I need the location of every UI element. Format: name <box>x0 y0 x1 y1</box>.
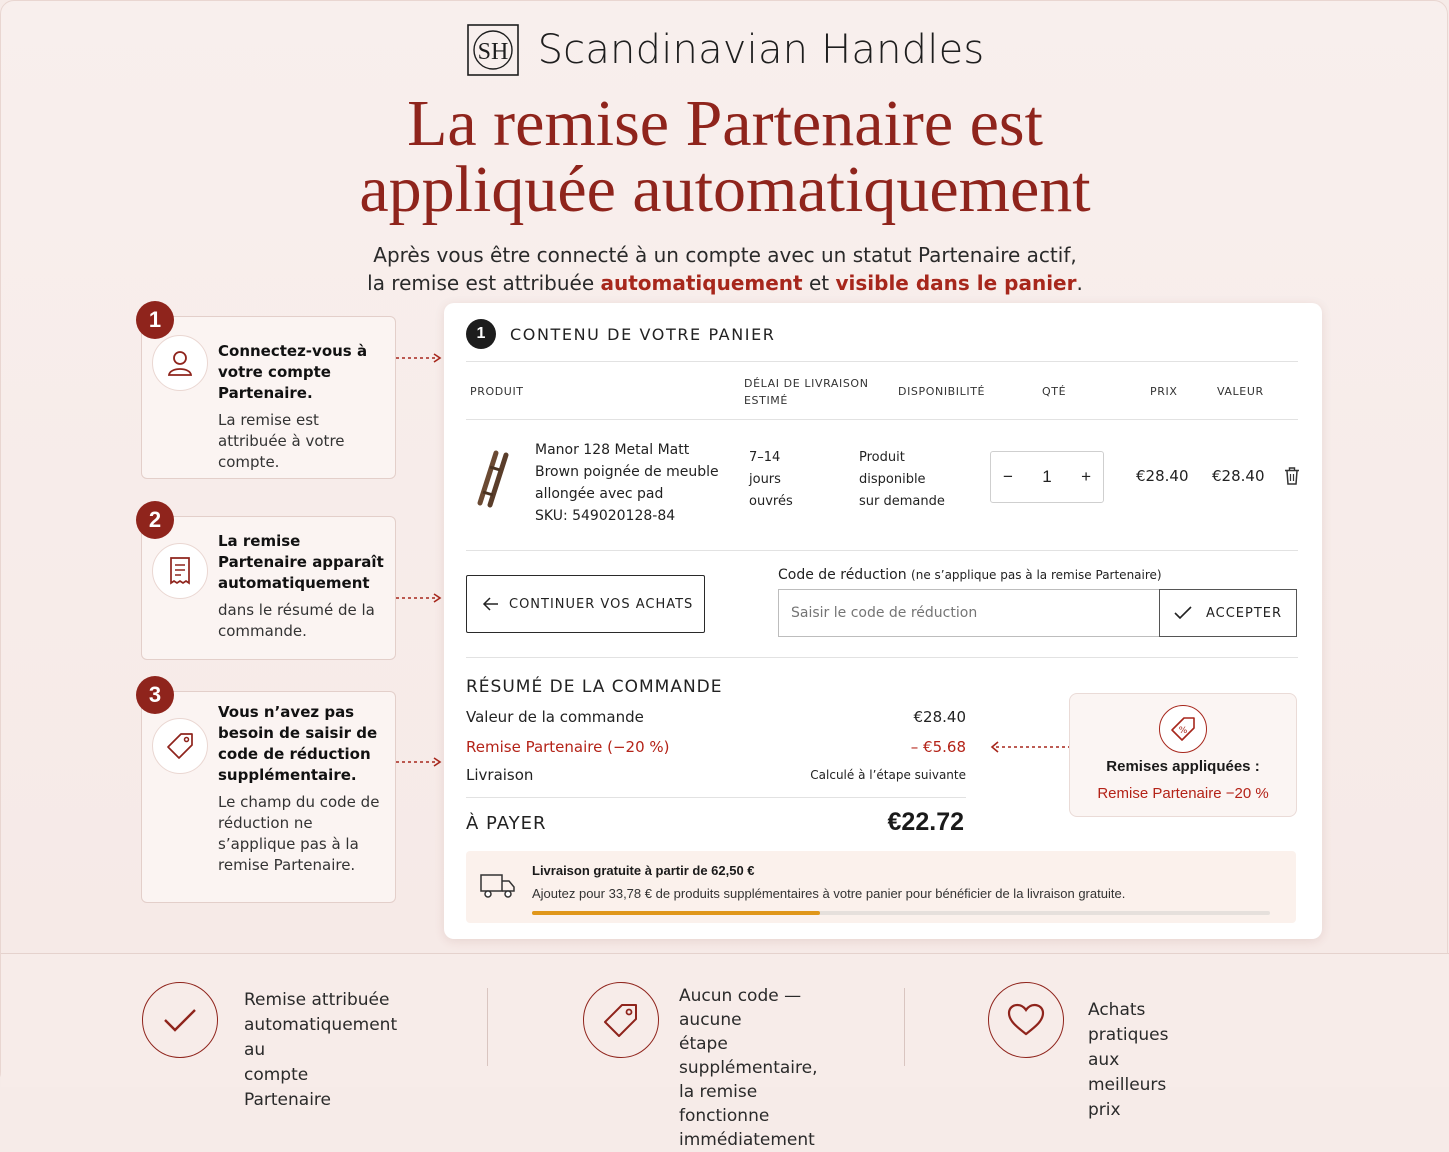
divider <box>466 797 966 798</box>
divider <box>466 361 1298 362</box>
svg-text:%: % <box>1178 726 1188 736</box>
divider <box>466 419 1298 420</box>
title-line-2: appliquée automatiquement <box>359 153 1091 226</box>
highlight-automatic: automatiquement <box>600 271 803 295</box>
step-title-1: Connectez-vous à votre compte Partenaire. <box>218 342 368 402</box>
applied-discounts-title: Remises appliquées : <box>1106 758 1260 775</box>
step-body-2: dans le résumé de la commande. <box>218 601 375 640</box>
divider <box>904 988 905 1066</box>
discount-code-note: (ne s’applique pas à la remise Partenaire) <box>911 568 1162 582</box>
item-value: €28.40 <box>1212 467 1265 485</box>
highlight-visible: visible dans le panier <box>835 271 1077 295</box>
availability-status: Produit disponible sur demande <box>859 450 945 509</box>
trash-icon[interactable] <box>1284 467 1300 485</box>
divider <box>487 988 488 1066</box>
discount-tag-icon <box>1159 705 1207 753</box>
discount-code-label: Code de réduction (ne s’applique pas à la remise Partenaire) <box>778 567 1162 583</box>
brand-logo <box>466 23 520 77</box>
receipt-icon <box>152 543 208 599</box>
qty-value[interactable]: 1 <box>1042 467 1052 486</box>
qty-increment-button[interactable]: + <box>1081 467 1091 486</box>
subtitle-line-2: la remise est attribuée automatiquement et visible dans le panier. <box>367 271 1083 295</box>
free-shipping-title: Livraison gratuite à partir de 62,50 € <box>532 863 755 878</box>
partner-discount-amount: – €5.68 <box>910 738 966 756</box>
tag-icon <box>152 718 208 774</box>
applied-discounts-value: Remise Partenaire −20 % <box>1097 785 1269 802</box>
step-card-3 <box>141 682 396 903</box>
brand-name: Scandinavian Handles <box>537 27 985 73</box>
accept-code-label: ACCEPTER <box>1205 605 1283 621</box>
free-shipping-text: Ajoutez pour 33,78 € de produits supplémentaires à votre panier pour bénéficier de la livraison gratuite. <box>532 886 1126 901</box>
step-number-2: 2 <box>136 501 174 539</box>
continue-shopping-label: CONTINUER VOS ACHATS <box>509 596 694 612</box>
arrow-connector-3 <box>396 757 442 767</box>
free-shipping-progress-fill <box>532 911 820 915</box>
product-name[interactable]: Manor 128 Metal Matt Brown poignée de meuble allongée avec pad SKU: 549020128-84 <box>535 439 719 527</box>
total-amount: €22.72 <box>887 808 964 836</box>
product-sku: SKU: 549020128-84 <box>535 508 676 524</box>
item-price: €28.40 <box>1136 467 1189 485</box>
truck-icon <box>480 873 516 899</box>
svg-text:SH: SH <box>477 39 508 65</box>
heart-icon <box>988 982 1064 1058</box>
divider <box>466 657 1298 658</box>
check-icon <box>1174 606 1192 620</box>
delivery-estimate: 7–14 jours ouvrés <box>749 450 793 509</box>
brand-header <box>1 23 1449 77</box>
qty-decrement-button[interactable]: − <box>1003 467 1013 486</box>
col-header-availability: DISPONIBILITÉ <box>898 385 986 398</box>
cart-header <box>466 319 776 349</box>
arrow-connector-2 <box>396 593 442 603</box>
step-number-3: 3 <box>136 676 174 714</box>
arrow-connector-1 <box>396 353 442 363</box>
applied-discounts-box <box>1069 693 1297 817</box>
free-shipping-progress <box>532 911 1270 915</box>
page-title <box>1 87 1449 226</box>
continue-shopping-button[interactable] <box>466 575 705 633</box>
step-body-1: La remise est attribuée à votre compte. <box>218 411 345 471</box>
discount-code-input[interactable] <box>778 589 1159 637</box>
arrow-connector-4 <box>990 741 1070 753</box>
cart-title: CONTENU DE VOTRE PANIER <box>510 324 776 344</box>
accept-code-button[interactable] <box>1159 589 1297 637</box>
subtitle-line-1: Après vous être connecté à un compte avec un statut Partenaire actif, <box>373 243 1077 267</box>
order-value-amount: €28.40 <box>913 708 966 726</box>
col-header-delivery: DÉLAI DE LIVRAISON ESTIMÉ <box>744 377 869 407</box>
cart-step-number: 1 <box>466 319 496 349</box>
total-label: À PAYER <box>466 813 547 834</box>
product-image <box>466 449 514 507</box>
divider <box>466 550 1298 551</box>
step-card-2 <box>141 507 396 660</box>
subtitle <box>1 241 1449 297</box>
partner-discount-row: Remise Partenaire (−20 %) – €5.68 <box>466 738 966 756</box>
free-shipping-banner <box>466 851 1296 923</box>
step-body-3: Le champ du code de réduction ne s’applique pas à la remise Partenaire. <box>218 793 380 874</box>
arrow-left-icon <box>483 597 499 611</box>
step-title-2: La remise Partenaire apparaît automatiquement <box>218 532 384 592</box>
col-header-qty: QTÉ <box>1042 385 1067 398</box>
user-icon <box>152 335 208 391</box>
quantity-stepper[interactable] <box>990 451 1104 503</box>
order-value-row: Valeur de la commande €28.40 <box>466 708 966 726</box>
step-number-1: 1 <box>136 301 174 339</box>
step-card-1 <box>141 307 396 479</box>
order-summary-title: RÉSUMÉ DE LA COMMANDE <box>466 677 723 697</box>
cart-panel <box>444 303 1322 939</box>
check-icon <box>142 982 218 1058</box>
step-title-3: Vous n’avez pas besoin de saisir de code de réduction supplémentaire. <box>218 703 378 784</box>
tag-icon <box>583 982 659 1058</box>
footer-features: Remise attribuée automatiquement au compte Partenaire Aucun code — aucune étape supplémentaire, la remise fonctionne immédiatement Achats pratiques aux meilleurs prix <box>1 953 1449 1087</box>
title-line-1: La remise Partenaire est <box>407 87 1043 160</box>
col-header-price: PRIX <box>1150 385 1178 398</box>
col-header-value: VALEUR <box>1217 385 1264 398</box>
shipping-row: Livraison Calculé à l’étape suivante <box>466 766 966 784</box>
shipping-value: Calculé à l’étape suivante <box>810 768 966 782</box>
col-header-product: PRODUIT <box>470 385 524 398</box>
